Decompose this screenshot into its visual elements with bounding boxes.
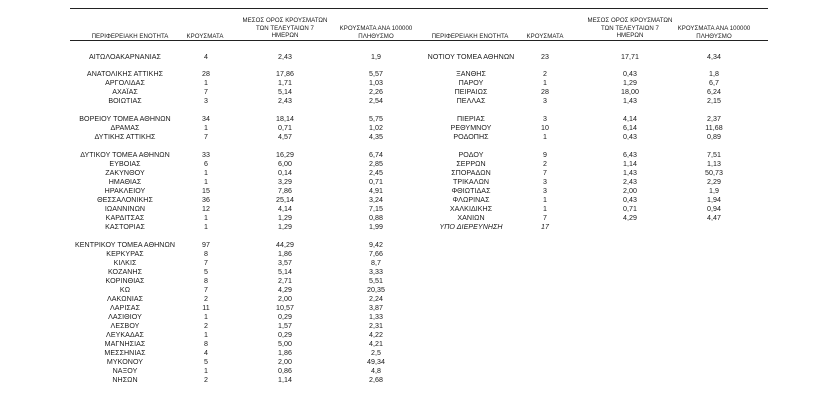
cell-avg7: 0,86 — [277, 367, 292, 375]
header-cases-left: ΚΡΟΥΣΜΑΤΑ — [186, 33, 224, 40]
cell-cases: 7 — [204, 259, 208, 267]
cell-region: ΚΑΣΤΟΡΙΑΣ — [105, 223, 145, 231]
cell-per100k: 0,89 — [706, 133, 721, 141]
cell-region: ΘΕΣΣΑΛΟΝΙΚΗΣ — [97, 196, 153, 204]
cell-region: ΚΩ — [119, 286, 131, 294]
header-region-right: ΠΕΡΙΦΕΡΕΙΑΚΗ ΕΝΟΤΗΤΑ — [431, 33, 509, 40]
cell-cases: 11 — [202, 304, 210, 312]
cell-cases: 7 — [543, 214, 547, 222]
cell-cases: 4 — [204, 53, 208, 61]
cell-avg7: 1,29 — [622, 79, 637, 87]
cell-per100k: 2,29 — [706, 178, 721, 186]
cell-region: ΚΕΡΚΥΡΑΣ — [106, 250, 144, 258]
cell-cases: 1 — [204, 178, 208, 186]
cell-avg7: 1,43 — [622, 97, 637, 105]
cell-per100k: 6,7 — [708, 79, 719, 87]
cell-region: ΛΑΡΙΣΑΣ — [109, 304, 141, 312]
cell-per100k: 50,73 — [704, 169, 723, 177]
header-avg7-left: ΜΕΣΟΣ ΟΡΟΣ ΚΡΟΥΣΜΑΤΩΝ ΤΩΝ ΤΕΛΕΥΤΑΙΩΝ 7 ΗΜΕΡΩΝ — [242, 17, 328, 40]
cell-avg7: 4,14 — [277, 205, 292, 213]
cell-region: ΡΟΔΟΠΗΣ — [453, 133, 489, 141]
cell-avg7: 2,43 — [277, 97, 292, 105]
cell-per100k: 4,34 — [706, 53, 721, 61]
cell-cases: 3 — [543, 187, 547, 195]
cell-cases: 6 — [204, 160, 208, 168]
cell-per100k: 2,68 — [368, 376, 383, 384]
cell-cases: 23 — [541, 53, 549, 61]
cell-avg7: 0,71 — [277, 124, 292, 132]
cell-region: ΛΑΚΩΝΙΑΣ — [106, 295, 144, 303]
cell-cases: 7 — [543, 169, 547, 177]
cell-avg7: 1,14 — [277, 376, 292, 384]
cell-region: ΠΕΙΡΑΙΩΣ — [454, 88, 488, 96]
cell-region: ΤΡΙΚΑΛΩΝ — [452, 178, 490, 186]
cell-region: ΚΙΛΚΙΣ — [113, 259, 137, 267]
cell-region: ΡΟΔΟΥ — [458, 151, 484, 159]
cell-per100k: 9,42 — [368, 241, 383, 249]
cell-per100k: 49,34 — [366, 358, 385, 366]
cell-region: ΡΕΘΥΜΝΟΥ — [450, 124, 492, 132]
cell-region: ΛΕΥΚΑΔΑΣ — [106, 331, 144, 339]
cell-per100k: 0,94 — [706, 205, 721, 213]
cell-region: ΝΟΤΙΟΥ ΤΟΜΕΑ ΑΘΗΝΩΝ — [427, 53, 515, 61]
cell-per100k: 6,24 — [706, 88, 721, 96]
cell-region: ΒΟΡΕΙΟΥ ΤΟΜΕΑ ΑΘΗΝΩΝ — [79, 115, 171, 123]
cell-per100k: 5,57 — [368, 70, 383, 78]
cell-region: ΚΟΖΑΝΗΣ — [107, 268, 143, 276]
cell-avg7: 0,43 — [622, 133, 637, 141]
cell-region: ΖΑΚΥΝΘΟΥ — [105, 169, 145, 177]
cell-avg7: 0,43 — [622, 196, 637, 204]
cell-cases: 10 — [541, 124, 549, 132]
cell-avg7: 4,14 — [622, 115, 637, 123]
cell-region: ΝΑΞΟΥ — [112, 367, 138, 375]
cell-per100k: 2,54 — [368, 97, 383, 105]
cell-region: ΜΥΚΟΝΟΥ — [106, 358, 144, 366]
cell-cases: 1 — [204, 223, 208, 231]
cell-per100k: 2,37 — [706, 115, 721, 123]
cell-per100k: 2,5 — [370, 349, 381, 357]
cell-per100k: 3,33 — [368, 268, 383, 276]
cell-region: ΑΝΑΤΟΛΙΚΗΣ ΑΤΤΙΚΗΣ — [86, 70, 164, 78]
cell-avg7: 17,86 — [275, 70, 294, 78]
cell-region: ΦΛΩΡΙΝΑΣ — [452, 196, 490, 204]
cell-cases: 7 — [204, 133, 208, 141]
cell-per100k: 2,45 — [368, 169, 383, 177]
cell-avg7: 17,71 — [620, 53, 639, 61]
header-region-left: ΠΕΡΙΦΕΡΕΙΑΚΗ ΕΝΟΤΗΤΑ — [91, 33, 169, 40]
header-avg7-right: ΜΕΣΟΣ ΟΡΟΣ ΚΡΟΥΣΜΑΤΩΝ ΤΩΝ ΤΕΛΕΥΤΑΙΩΝ 7 ΗΜΕΡΩΝ — [587, 17, 673, 40]
cell-region: ΜΑΓΝΗΣΙΑΣ — [104, 340, 146, 348]
cell-per100k: 4,8 — [370, 367, 381, 375]
cell-cases: 1 — [204, 331, 208, 339]
cell-cases: 8 — [204, 340, 208, 348]
cell-per100k: 1,8 — [708, 70, 719, 78]
cell-per100k: 1,33 — [368, 313, 383, 321]
cell-cases: 7 — [204, 88, 208, 96]
cell-region: ΣΕΡΡΩΝ — [456, 160, 486, 168]
cell-cases: 12 — [202, 205, 210, 213]
cell-region: ΛΑΣΙΘΙΟΥ — [108, 313, 142, 321]
cell-per100k: 7,51 — [706, 151, 721, 159]
cell-cases: 2 — [204, 295, 208, 303]
cell-per100k: 2,15 — [706, 97, 721, 105]
cell-region: ΦΘΙΩΤΙΔΑΣ — [451, 187, 491, 195]
cell-avg7: 1,14 — [622, 160, 637, 168]
cell-cases: 3 — [543, 178, 547, 186]
cell-per100k: 11,68 — [705, 124, 723, 132]
cell-per100k: 3,87 — [368, 304, 383, 312]
cell-cases: 2 — [543, 70, 547, 78]
cell-cases: 2 — [543, 160, 547, 168]
cell-per100k: 0,88 — [368, 214, 383, 222]
cell-region: ΥΠΟ ΔΙΕΡΕΥΝΗΣΗ — [439, 223, 503, 231]
cell-avg7: 0,71 — [622, 205, 637, 213]
cell-region: ΑΡΓΟΛΙΔΑΣ — [105, 79, 145, 87]
cell-cases: 3 — [204, 97, 208, 105]
cell-per100k: 7,15 — [368, 205, 383, 213]
cell-cases: 34 — [202, 115, 210, 123]
cell-per100k: 2,31 — [368, 322, 383, 330]
cell-region: ΗΡΑΚΛΕΙΟΥ — [104, 187, 146, 195]
cell-avg7: 2,43 — [277, 53, 292, 61]
cell-cases: 36 — [202, 196, 210, 204]
cell-region: ΠΑΡΟΥ — [458, 79, 484, 87]
cell-per100k: 0,71 — [368, 178, 383, 186]
cell-cases: 8 — [204, 277, 208, 285]
cell-per100k: 1,94 — [706, 196, 721, 204]
header-cases-right: ΚΡΟΥΣΜΑΤΑ — [526, 33, 564, 40]
cell-avg7: 1,57 — [277, 322, 292, 330]
cell-region: ΠΕΛΛΑΣ — [456, 97, 486, 105]
cell-per100k: 6,74 — [368, 151, 383, 159]
cell-cases: 1 — [204, 124, 208, 132]
cell-avg7: 0,29 — [277, 331, 292, 339]
cell-per100k: 1,9 — [370, 53, 381, 61]
cell-avg7: 7,86 — [277, 187, 292, 195]
top-rule — [70, 8, 768, 9]
cell-avg7: 1,29 — [277, 223, 292, 231]
cell-cases: 9 — [543, 151, 547, 159]
cell-cases: 28 — [202, 70, 210, 78]
cell-cases: 3 — [543, 115, 547, 123]
cell-region: ΙΩΑΝΝΙΝΩΝ — [104, 205, 146, 213]
cell-region: ΜΕΣΣΗΝΙΑΣ — [104, 349, 146, 357]
cell-cases: 17 — [541, 223, 549, 231]
cell-per100k: 7,66 — [368, 250, 383, 258]
cell-region: ΔΡΑΜΑΣ — [110, 124, 140, 132]
cell-region: ΒΟΙΩΤΙΑΣ — [108, 97, 142, 105]
cell-cases: 5 — [204, 268, 208, 276]
cell-region: ΚΟΡΙΝΘΙΑΣ — [105, 277, 145, 285]
cell-region: ΔΥΤΙΚΟΥ ΤΟΜΕΑ ΑΘΗΝΩΝ — [80, 151, 170, 159]
cell-region: ΧΑΝΙΩΝ — [457, 214, 485, 222]
cell-per100k: 1,02 — [368, 124, 383, 132]
cell-avg7: 2,00 — [277, 358, 292, 366]
cell-avg7: 5,14 — [277, 268, 292, 276]
cell-avg7: 18,14 — [275, 115, 294, 123]
cell-cases: 7 — [204, 286, 208, 294]
cell-cases: 1 — [204, 367, 208, 375]
cell-avg7: 0,43 — [622, 70, 637, 78]
cell-region: ΣΠΟΡΑΔΩΝ — [451, 169, 491, 177]
cell-cases: 97 — [202, 241, 210, 249]
cell-cases: 1 — [204, 169, 208, 177]
cell-cases: 1 — [204, 313, 208, 321]
cell-cases: 2 — [204, 322, 208, 330]
cell-per100k: 3,24 — [368, 196, 383, 204]
cell-avg7: 0,14 — [277, 169, 292, 177]
cell-cases: 1 — [204, 79, 208, 87]
cell-cases: 3 — [543, 97, 547, 105]
cell-cases: 1 — [543, 205, 547, 213]
cell-cases: 1 — [204, 214, 208, 222]
cell-region: ΚΕΝΤΡΙΚΟΥ ΤΟΜΕΑ ΑΘΗΝΩΝ — [74, 241, 176, 249]
cell-per100k: 4,35 — [368, 133, 383, 141]
cell-avg7: 4,29 — [277, 286, 292, 294]
cell-cases: 1 — [543, 79, 547, 87]
cell-per100k: 2,24 — [368, 295, 383, 303]
cell-avg7: 1,29 — [277, 214, 292, 222]
cell-avg7: 4,29 — [622, 214, 637, 222]
cell-per100k: 4,21 — [368, 340, 383, 348]
cell-avg7: 6,00 — [277, 160, 292, 168]
cell-avg7: 25,14 — [275, 196, 294, 204]
cell-cases: 4 — [204, 349, 208, 357]
cell-avg7: 5,14 — [277, 88, 292, 96]
cell-avg7: 18,00 — [620, 88, 639, 96]
cell-region: ΠΙΕΡΙΑΣ — [457, 115, 485, 123]
cell-cases: 2 — [204, 376, 208, 384]
cell-per100k: 4,47 — [706, 214, 721, 222]
cell-per100k: 8,7 — [370, 259, 381, 267]
cell-avg7: 1,43 — [622, 169, 637, 177]
cell-avg7: 1,71 — [277, 79, 292, 87]
cell-avg7: 2,71 — [277, 277, 292, 285]
header-per100k-left: ΚΡΟΥΣΜΑΤΑ ΑΝΑ 100000 ΠΛΗΘΥΣΜΟ — [339, 25, 413, 40]
cell-avg7: 2,43 — [622, 178, 637, 186]
cell-avg7 — [600, 223, 660, 232]
cell-region: ΕΥΒΟΙΑΣ — [109, 160, 141, 168]
cell-per100k: 1,03 — [368, 79, 383, 87]
cell-per100k — [684, 223, 744, 232]
cell-avg7: 4,57 — [277, 133, 292, 141]
cell-avg7: 3,57 — [277, 259, 292, 267]
cell-per100k: 1,13 — [706, 160, 721, 168]
header-per100k-right: ΚΡΟΥΣΜΑΤΑ ΑΝΑ 100000 ΠΛΗΘΥΣΜΟ — [677, 25, 751, 40]
cell-per100k: 4,91 — [368, 187, 383, 195]
cell-cases: 33 — [202, 151, 210, 159]
cell-region: ΝΗΣΩΝ — [112, 376, 138, 384]
cell-avg7: 6,14 — [622, 124, 637, 132]
cell-per100k: 20,35 — [366, 286, 385, 294]
cell-avg7: 0,29 — [277, 313, 292, 321]
cell-cases: 15 — [202, 187, 210, 195]
cell-per100k: 1,9 — [708, 187, 719, 195]
cell-cases: 1 — [543, 196, 547, 204]
cell-cases: 8 — [204, 250, 208, 258]
cell-region: ΛΕΣΒΟΥ — [110, 322, 140, 330]
cell-avg7: 1,86 — [277, 250, 292, 258]
cell-avg7: 3,29 — [277, 178, 292, 186]
cell-per100k: 2,26 — [368, 88, 383, 96]
cell-cases: 28 — [541, 88, 549, 96]
cell-per100k: 2,85 — [368, 160, 383, 168]
cell-per100k: 1,99 — [368, 223, 383, 231]
cell-region: ΔΥΤΙΚΗΣ ΑΤΤΙΚΗΣ — [94, 133, 156, 141]
cell-region: ΑΙΤΩΛΟΑΚΑΡΝΑΝΙΑΣ — [89, 53, 161, 61]
cell-region: ΗΜΑΘΙΑΣ — [108, 178, 142, 186]
cell-region: ΧΑΛΚΙΔΙΚΗΣ — [449, 205, 493, 213]
cell-cases: 5 — [204, 358, 208, 366]
cell-avg7: 44,29 — [275, 241, 294, 249]
cell-avg7: 2,00 — [277, 295, 292, 303]
cell-avg7: 2,00 — [622, 187, 637, 195]
cell-per100k: 5,51 — [368, 277, 383, 285]
cell-cases: 1 — [543, 133, 547, 141]
cell-region: ΞΑΝΘΗΣ — [456, 70, 486, 78]
cell-per100k: 4,22 — [368, 331, 383, 339]
cell-avg7: 1,86 — [277, 349, 292, 357]
cell-region: ΚΑΡΔΙΤΣΑΣ — [105, 214, 145, 222]
cell-per100k: 5,75 — [368, 115, 383, 123]
cell-avg7: 16,29 — [275, 151, 294, 159]
cell-avg7: 6,43 — [622, 151, 637, 159]
cell-region: ΑΧΑΪΑΣ — [112, 88, 138, 96]
cell-avg7: 10,57 — [275, 304, 294, 312]
cell-avg7: 5,00 — [277, 340, 292, 348]
